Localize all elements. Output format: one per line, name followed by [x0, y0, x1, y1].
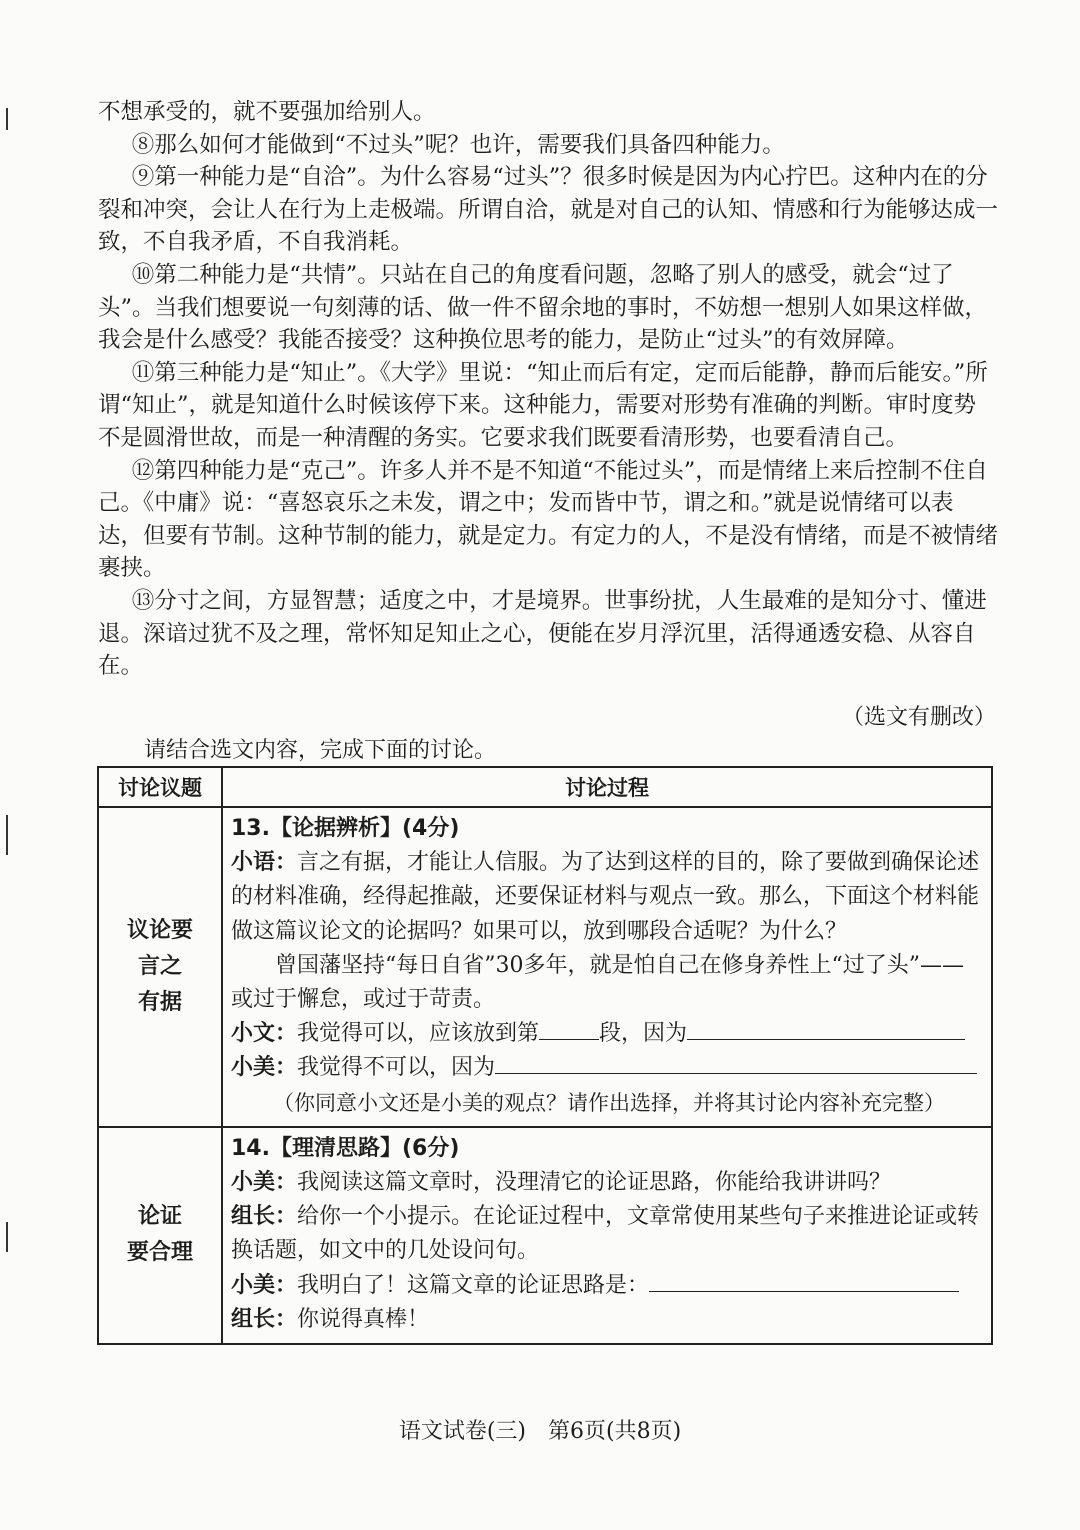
- quote-material: 曾国藩坚持“每日自省”30多年，就是怕自己在修身养性上“过了头”——或过于懈怠，或过于苛责。: [231, 952, 964, 1013]
- dialogue-line: [231, 1017, 983, 1051]
- binding-line-mark: [6, 108, 8, 130]
- dialogue-text: 我明白了！这篇文章的论证思路是：: [297, 1272, 650, 1298]
- topic-line: 要合理: [126, 1240, 193, 1266]
- discussion-instruction: 请结合选文内容，完成下面的讨论。: [144, 738, 497, 763]
- article-paragraph-10: ⑩第二种能力是“共情”。只站在自己的角度看问题，忽略了别人的感受，就会“过了头”。当我们想要说一句刻薄的话、做一件不留余地的事时，不妨想一想别人如果这样做，我会是什么感受？我能否接受？这种换位思考的能力，是防止“过头”的有效屏障。: [98, 261, 988, 354]
- discussion-table: [97, 766, 993, 1345]
- speaker-label: 组长：: [231, 1204, 298, 1230]
- dialogue-line: [231, 1269, 983, 1303]
- dialogue-text: 段，因为: [599, 1021, 688, 1047]
- article-paragraph-9: ⑨第一种能力是“自洽”。为什么容易“过头”？很多时候是因为内心拧巴。这种内在的分裂和冲突，会让人在行为上走极端。所谓自洽，就是对自己的认知、情感和行为能够达成一致，不自我矛盾，不自我消耗。: [98, 164, 999, 256]
- question-14-heading: 14.【理清思路】(6分): [231, 1135, 460, 1161]
- article-paragraph-12: ⑫第四种能力是“克己”。许多人并不是不知道“不能过头”，而是情绪上来后控制不住自己。《中庸》说：“喜怒哀乐之未发，谓之中；发而皆中节，谓之和。”就是说情绪可以表达，但要有节制。这种节制的能力，就是定力。有定力的人，不是没有情绪，而是不被情绪裹挟。: [98, 457, 999, 582]
- speaker-label: 小美：: [231, 1170, 298, 1196]
- dialogue-text: 给你一个小提示。在论证过程中，文章常使用某些句子来推进论证或转换话题，如文中的几处设问句。: [231, 1204, 980, 1264]
- binding-line-mark: [6, 815, 8, 855]
- dialogue-text: 你说得真棒！: [297, 1306, 430, 1332]
- topic-line: 有据: [137, 989, 182, 1015]
- page-footer: 语文试卷(三) 第6页(共8页): [398, 1419, 682, 1444]
- answer-blank-reason[interactable]: [687, 1017, 965, 1040]
- dialogue-line: [231, 1166, 983, 1200]
- table-row: [98, 1127, 992, 1344]
- topic-cell: [98, 807, 222, 1127]
- answer-blank-reasoning[interactable]: [649, 1269, 959, 1292]
- source-note: （选文有删改）: [841, 705, 996, 730]
- table-header-row: [98, 767, 992, 807]
- topic-cell: [98, 1127, 222, 1344]
- dialogue-text: 我阅读这篇文章时，没理清它的论证思路，你能给我讲讲吗？: [297, 1170, 892, 1196]
- dialogue-line: [231, 846, 983, 949]
- speaker-label: 小美：: [231, 1272, 298, 1298]
- binding-line-mark: [6, 1222, 8, 1252]
- article-line: 不想承受的，就不要强加给别人。: [98, 99, 436, 125]
- dialogue-line: [231, 1303, 983, 1337]
- topic-line: 论证: [137, 1204, 182, 1230]
- dialogue-text: 言之有据，才能让人信服。为了达到这样的目的，除了要做到确保论述的材料准确，经得起推敲，还要保证材料与观点一致。那么，下面这个材料能做这篇议论文的论据吗？如果可以，放到哪段合适呢？为什么？: [231, 850, 980, 944]
- answer-prompt: （你同意小文还是小美的观点？请作出选择，并将其讨论内容补充完整）: [273, 1090, 945, 1115]
- process-cell: [222, 807, 992, 1127]
- header-process: 讨论过程: [222, 767, 992, 807]
- topic-line: 言之: [137, 953, 182, 979]
- dialogue-text: 我觉得不可以，因为: [297, 1055, 496, 1081]
- article-paragraph-11: ⑪第三种能力是“知止”。《大学》里说：“知止而后有定，定而后能静，静而后能安。”所谓“知止”，就是知道什么时候该停下来。这种能力，需要对形势有准确的判断。审时度势不是圆滑世故，而是一种清醒的务实。它要求我们既要看清形势，也要看清自己。: [98, 359, 988, 451]
- answer-blank-paragraph[interactable]: [539, 1017, 599, 1040]
- topic-line: 议论要: [126, 917, 193, 943]
- speaker-label: 小文：: [231, 1021, 298, 1047]
- article-text: [98, 96, 998, 683]
- speaker-label: 小语：: [231, 850, 298, 876]
- answer-blank-reason[interactable]: [495, 1051, 977, 1074]
- dialogue-line: [231, 1200, 983, 1268]
- speaker-label: 小美：: [231, 1055, 298, 1081]
- process-cell: [222, 1127, 992, 1344]
- question-13-heading: 13.【论据辨析】(4分): [231, 816, 460, 841]
- speaker-label: 组长：: [231, 1306, 298, 1332]
- dialogue-text: 我觉得可以，应该放到第: [297, 1021, 540, 1047]
- header-topic: 讨论议题: [98, 767, 222, 807]
- dialogue-line: [231, 1051, 983, 1085]
- table-row: [98, 807, 992, 1127]
- article-paragraph-13: ⑬分寸之间，方显智慧；适度之中，才是境界。世事纷扰，人生最难的是知分寸、懂进退。深谙过犹不及之理，常怀知足知止之心，便能在岁月浮沉里，活得通透安稳、从容自在。: [98, 587, 987, 680]
- article-paragraph-8: ⑧那么如何才能做到“不过头”呢？也许，需要我们具备四种能力。: [131, 131, 785, 158]
